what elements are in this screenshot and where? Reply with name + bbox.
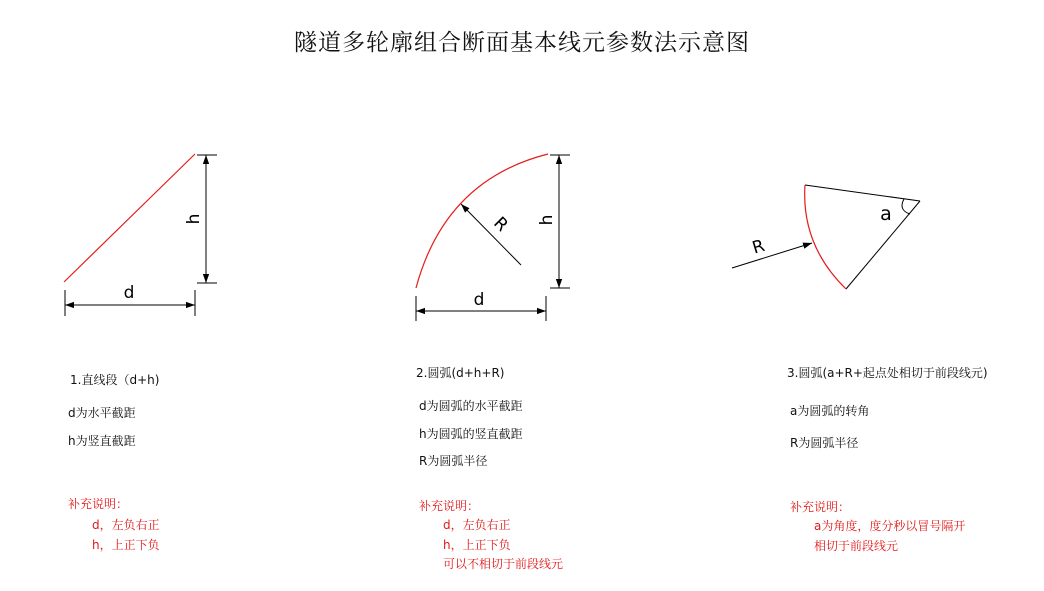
- panel-3-note-2: 相切于前段线元: [814, 539, 899, 553]
- panel-3-desc-a: a为圆弧的转角: [790, 404, 870, 418]
- d-label: d: [473, 290, 485, 310]
- radius-leader: [461, 204, 521, 265]
- figure-arc-dhr: [416, 154, 570, 321]
- panel-2-heading: 2.圆弧(d+h+R): [416, 366, 505, 380]
- panel-2-desc-R: R为圆弧半径: [419, 454, 488, 468]
- panel-1-heading: 1.直线段（d+h): [70, 373, 160, 387]
- panel-3-note-title: 补充说明：: [790, 500, 851, 514]
- panel-2-note-title: 补充说明：: [419, 499, 480, 513]
- panel-1-note-title: 补充说明：: [68, 497, 129, 511]
- sector-top-edge: [805, 185, 920, 201]
- panel-2-desc-h: h为圆弧的竖直截距: [419, 427, 523, 441]
- angle-arc: [902, 199, 910, 214]
- h-label: h: [184, 213, 204, 225]
- panel-3-heading: 3.圆弧(a+R+起点处相切于前段线元): [787, 366, 988, 380]
- straight-line: [64, 154, 195, 282]
- figure-straight-segment: [64, 154, 217, 316]
- panel-1-desc-d: d为水平截距: [68, 406, 136, 420]
- panel-1-desc-h: h为竖直截距: [68, 434, 136, 448]
- panel-2-note-1: d，左负右正: [443, 518, 511, 532]
- panel-1-note-2: h，上正下负: [92, 538, 160, 552]
- page-title: 隧道多轮廓组合断面基本线元参数法示意图: [294, 30, 750, 56]
- a-label: a: [880, 203, 892, 225]
- arc-curve: [416, 154, 548, 288]
- panel-2-note-3: 可以不相切于前段线元: [443, 557, 564, 571]
- h-label: h: [537, 214, 557, 226]
- R-label: R: [489, 213, 512, 236]
- panel-3-note-1: a为角度，度分秒以冒号隔开: [814, 519, 966, 533]
- panel-1-note-1: d，左负右正: [92, 518, 160, 532]
- sector-arc: [805, 185, 846, 289]
- radius-leader: [732, 243, 812, 268]
- figure-arc-aR: [732, 185, 920, 289]
- d-label: d: [123, 283, 135, 303]
- panel-3-desc-R: R为圆弧半径: [790, 436, 859, 450]
- panel-2-note-2: h，上正下负: [443, 538, 511, 552]
- panel-2-desc-d: d为圆弧的水平截距: [419, 399, 523, 413]
- R-label: R: [749, 235, 768, 259]
